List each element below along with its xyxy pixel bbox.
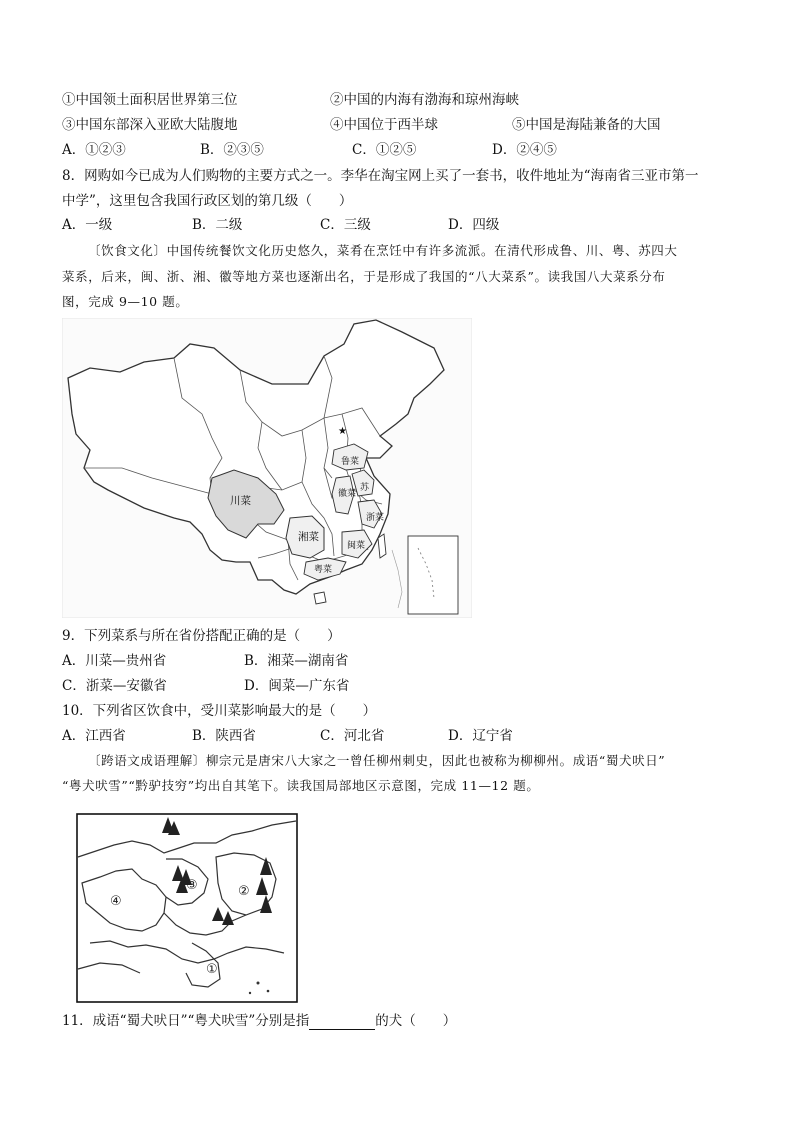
q8-stem-line1: 8．网购如今已成为人们购物的主要方式之一。李华在淘宝网上买了一套书，收件地址为“海南省三亚市第一 [62,168,699,184]
label-yue: 粤菜 [314,565,333,575]
q7-option-d: D．②④⑤ [492,142,557,158]
label-zhe: 浙菜 [366,513,385,523]
intro1-line1: 〔饮食文化〕中国传统餐饮文化历史悠久，菜肴在烹饪中有许多流派。在清代形成鲁、川、粤、苏四大 [88,243,678,258]
q7-statement-3: ③中国东部深入亚欧大陆腹地 [62,117,238,133]
label-region-4: ④ [110,894,122,909]
regional-sketch-map [76,813,298,1003]
q8-option-c: C．三级 [320,217,371,233]
q11-stem [62,1012,456,1030]
q7-option-a: A．①②③ [62,142,126,158]
q10-stem: 10．下列省区饮食中，受川菜影响最大的是（ ） [62,703,377,719]
q10-option-c: C．河北省 [320,728,385,744]
label-su: 苏 [360,483,370,493]
intro1-line3: 图，完成 9—10 题。 [62,294,189,309]
q9-stem: 9．下列菜系与所在省份搭配正确的是（ ） [62,628,341,644]
capital-star-icon: ★ [338,426,347,437]
q11-stem-post: 的犬（ ） [375,1013,457,1029]
q7-option-b: B．②③⑤ [200,142,264,158]
q10-option-a: A．江西省 [62,728,126,744]
q7-statement-5: ⑤中国是海陆兼备的大国 [512,117,661,133]
q7-statement-2: ②中国的内海有渤海和琼州海峡 [330,92,519,108]
label-hui: 徽菜 [338,489,357,499]
q10-option-b: B．陕西省 [192,728,256,744]
label-lu: 鲁菜 [341,457,360,467]
q7-statement-1: ①中国领土面积居世界第三位 [62,92,238,108]
q10-option-d: D．辽宁省 [448,728,513,744]
china-cuisine-map [62,318,472,618]
q9-option-b: B．湘菜—湖南省 [244,653,349,669]
q9-option-d: D．闽菜—广东省 [244,678,350,694]
q8-stem-line2: 中学”，这里包含我国行政区划的第几级（ ） [62,193,353,209]
taiwan-island [378,534,386,558]
q7-option-c: C．①②⑤ [352,142,417,158]
label-region-1: ① [206,962,218,977]
intro2-line2: “粤犬吠雪”“黔驴技穷”均出自其笔下。读我国局部地区示意图，完成 11—12 题。 [62,778,540,793]
label-xiang: 湘菜 [298,531,319,543]
label-chuan: 川菜 [230,495,251,507]
q9-option-c: C．浙菜—安徽省 [62,678,167,694]
intro2-line1: 〔跨语文成语理解〕柳宗元是唐宋八大家之一曾任柳州刺史，因此也被称为柳柳州。成语“蜀犬吠日” [88,753,666,768]
label-region-3: ③ [186,878,198,893]
q7-statement-4: ④中国位于西半球 [330,117,438,133]
q9-option-a: A．川菜—贵州省 [62,653,167,669]
south-china-sea-inset [408,536,458,614]
q8-option-d: D．四级 [448,217,500,233]
label-region-2: ② [238,884,250,899]
hainan-island [314,592,326,604]
label-min: 闽菜 [347,541,366,551]
q11-answer-blank[interactable] [309,1015,375,1030]
q8-option-b: B．二级 [192,217,243,233]
q8-option-a: A．一级 [62,217,113,233]
intro1-line2: 菜系，后来，闽、浙、湘、徽等地方菜也逐渐出名，于是形成了我国的“八大菜系”。读我国八大菜系分布 [62,269,666,284]
q11-stem-pre: 11．成语“蜀犬吠日”“粤犬吠雪”分别是指 [62,1013,310,1029]
